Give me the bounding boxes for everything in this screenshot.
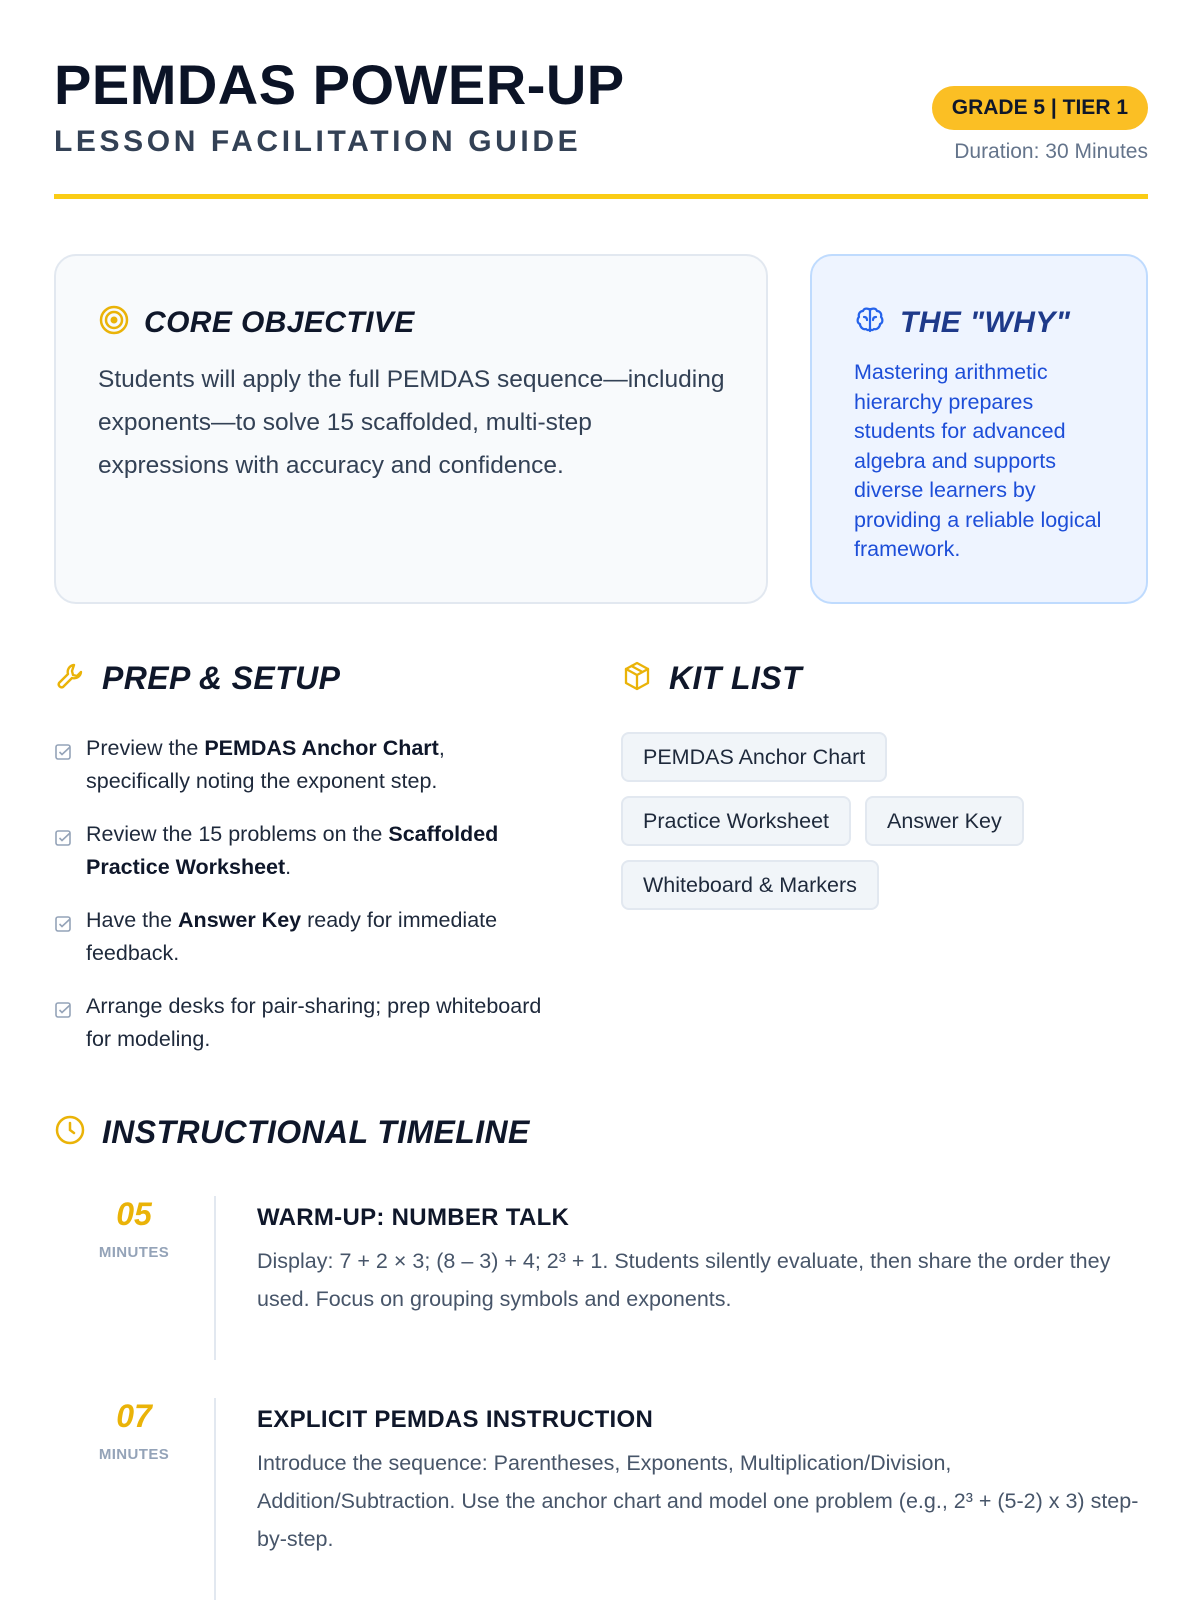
badge-area xyxy=(932,86,1148,164)
kit-item: Answer Key xyxy=(865,796,1024,846)
wrench-icon xyxy=(54,660,86,697)
kit-item: Practice Worksheet xyxy=(621,796,851,846)
prep-item xyxy=(54,904,554,970)
prep-item xyxy=(54,990,554,1056)
header xyxy=(54,54,1148,202)
timeline-section-header xyxy=(54,1114,530,1151)
brain-icon xyxy=(854,304,886,341)
step-minutes: 05 xyxy=(116,1196,152,1232)
step-unit: MINUTES xyxy=(98,1244,170,1261)
kit-section-header xyxy=(621,660,802,697)
timeline-line xyxy=(214,1398,216,1600)
duration-text: Duration: 30 Minutes xyxy=(954,140,1148,163)
core-objective-header xyxy=(98,304,415,341)
step-description: Introduce the sequence: Parentheses, Exponents, Multiplication/Division, Addition/Subtraction. Use the anchor chart and model one problem (e.g., 2³ + (5-2) x 3) step-by-step. xyxy=(257,1451,1139,1551)
kit-list xyxy=(621,732,1148,910)
timeline-step xyxy=(54,1196,1148,1360)
prep-list xyxy=(54,732,554,1076)
prep-heading: PREP & SETUP xyxy=(102,660,341,696)
core-objective-card xyxy=(54,254,768,604)
prep-item-text: Have the Answer Key ready for immediate feedback. xyxy=(86,908,498,965)
prep-item-text: Preview the PEMDAS Anchor Chart, specifically noting the exponent step. xyxy=(86,736,445,793)
step-unit: MINUTES xyxy=(98,1446,170,1463)
step-minutes: 07 xyxy=(116,1398,152,1434)
checkbox-icon xyxy=(54,996,76,1056)
step-title: WARM-UP: NUMBER TALK xyxy=(257,1204,570,1231)
step-title: EXPLICIT PEMDAS INSTRUCTION xyxy=(257,1406,654,1433)
step-description: Display: 7 + 2 × 3; (8 – 3) + 4; 2³ + 1. Students silently evaluate, then share the order they used. Focus on grouping symbols and exponents. xyxy=(257,1249,1111,1311)
timeline-line xyxy=(214,1196,216,1360)
checkbox-icon xyxy=(54,824,76,884)
page-subtitle: LESSON FACILITATION GUIDE xyxy=(54,125,582,158)
checkbox-icon xyxy=(54,910,76,970)
why-card xyxy=(810,254,1148,604)
why-text: Mastering arithmetic hierarchy prepares students for advanced algebra and supports diverse learners by providing a reliable logical framework. xyxy=(854,360,1102,561)
prep-item-text: Arrange desks for pair-sharing; prep whiteboard for modeling. xyxy=(86,994,542,1051)
prep-item xyxy=(54,732,554,798)
kit-heading: KIT LIST xyxy=(669,660,802,696)
timeline-step xyxy=(54,1398,1148,1600)
clock-icon xyxy=(54,1114,86,1151)
header-divider xyxy=(54,194,1148,199)
why-heading: THE "WHY" xyxy=(900,305,1071,339)
prep-item xyxy=(54,818,554,884)
why-header xyxy=(854,304,1070,341)
package-icon xyxy=(621,660,653,697)
page-title: PEMDAS POWER-UP xyxy=(54,53,625,116)
kit-item: Whiteboard & Markers xyxy=(621,860,879,910)
timeline-heading: INSTRUCTIONAL TIMELINE xyxy=(102,1114,530,1150)
core-objective-heading: CORE OBJECTIVE xyxy=(144,305,415,339)
core-objective-text: Students will apply the full PEMDAS sequence—including exponents—to solve 15 scaffolded, multi-step expressions with accuracy and confidence. xyxy=(98,366,725,479)
grade-badge: GRADE 5 | TIER 1 xyxy=(932,86,1148,130)
prep-section-header xyxy=(54,660,340,697)
target-icon xyxy=(98,304,130,341)
prep-item-text: Review the 15 problems on the Scaffolded Practice Worksheet. xyxy=(86,822,499,879)
kit-item: PEMDAS Anchor Chart xyxy=(621,732,887,782)
checkbox-icon xyxy=(54,738,76,798)
